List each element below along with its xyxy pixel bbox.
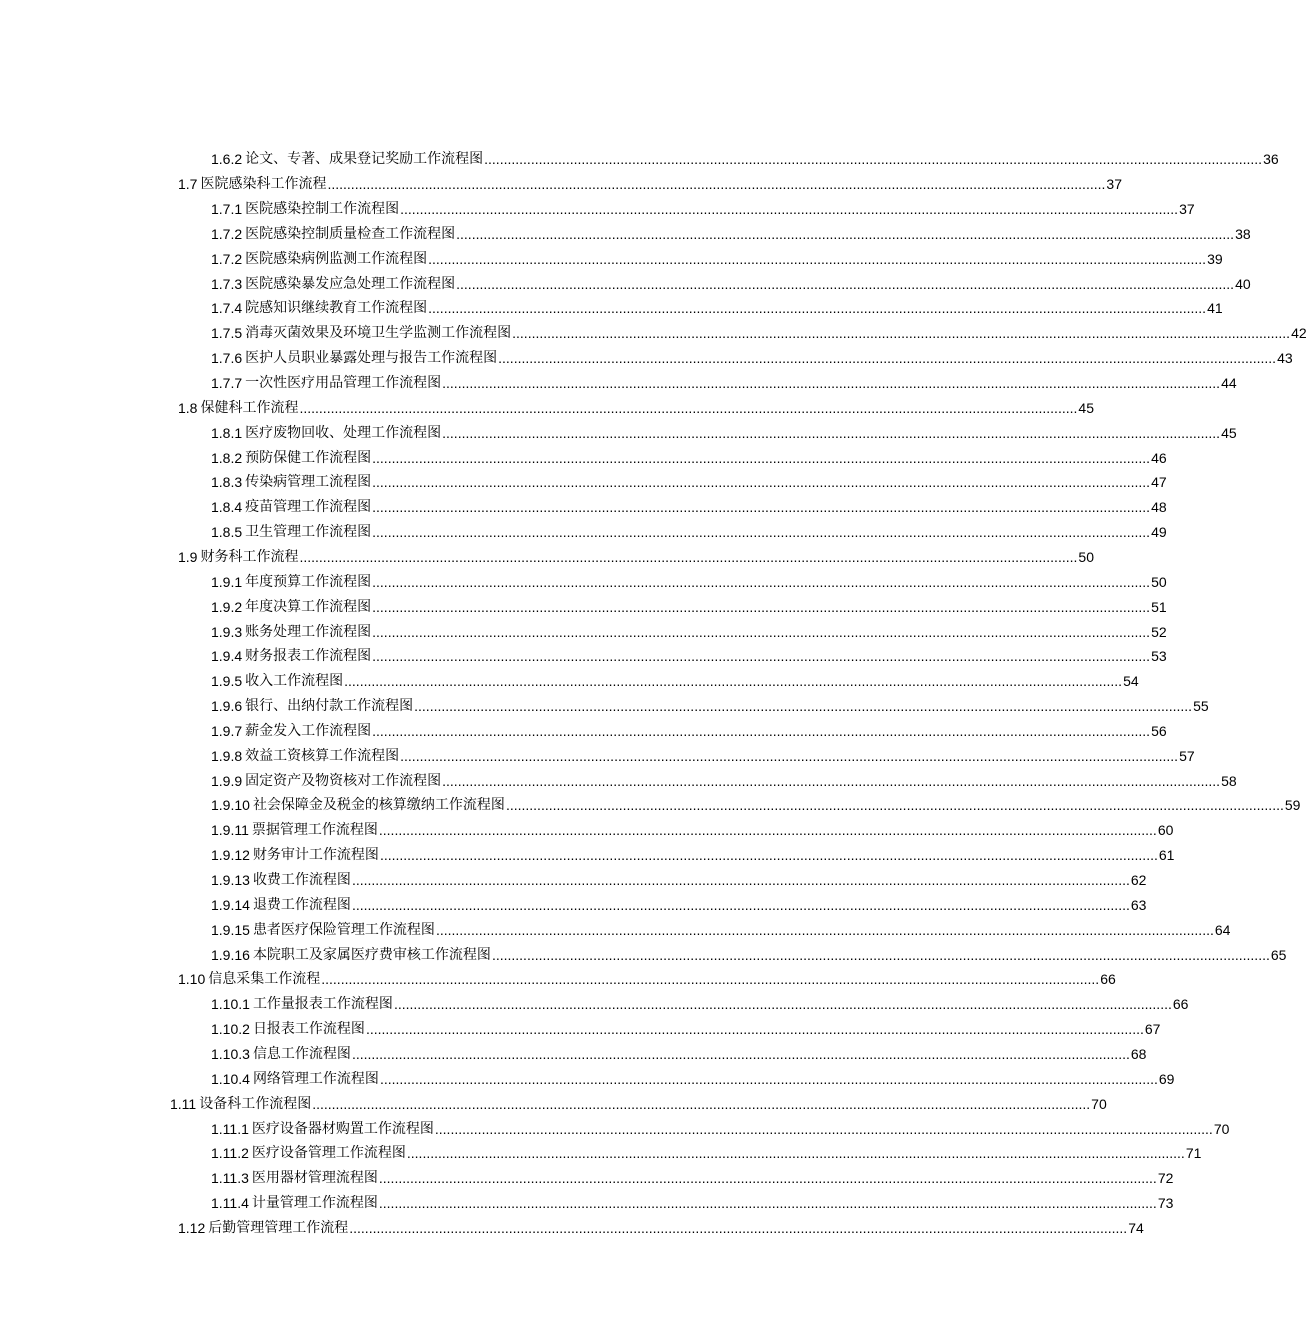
toc-entry-title: 预防保健工作流程图 [245,449,372,466]
toc-entry[interactable] [211,445,1167,470]
dot-leader: ........................................................................................................................................................................................................ [312,1095,1091,1112]
toc-entry-title: 社会保障金及税金的核算缴纳工作流程图 [252,797,505,814]
toc-entry-title: 效益工资核算工作流程图 [245,747,400,764]
toc-entry[interactable] [211,594,1167,619]
toc-entry[interactable] [178,1216,1144,1241]
toc-entry-number: 1.9.4 [211,648,243,665]
dot-leader: ........................................................................................................................................................................................................ [372,573,1151,590]
dot-leader: ........................................................................................................................................................................................................ [491,946,1270,963]
toc-entry[interactable] [211,321,1307,346]
toc-entry-number: 1.9.6 [211,698,243,715]
toc-entry-number: 1.7.6 [211,350,243,367]
toc-entry[interactable] [211,743,1195,768]
toc-entry-title: 患者医疗保险管理工作流程图 [252,921,435,938]
dot-leader: ........................................................................................................................................................................................................ [372,499,1151,516]
toc-entry-title: 疫苗管理工作流程图 [245,499,372,516]
toc-entry[interactable] [211,147,1279,172]
toc-entry-page-number: 51 [1151,598,1167,615]
toc-entry-title: 票据管理工作流程图 [251,822,378,839]
dot-leader: ........................................................................................................................................................................................................ [321,971,1100,988]
dot-leader: ........................................................................................................................................................................................................ [379,847,1158,864]
toc-entry-title: 银行、出纳付款工作流程图 [245,698,414,715]
toc-entry-title: 论文、专著、成果登记奖励工作流程图 [245,151,484,168]
toc-entry[interactable] [211,222,1251,247]
toc-entry-number: 1.9.7 [211,722,243,739]
toc-entry-number: 1.7.2 [211,250,243,267]
dot-leader: ........................................................................................................................................................................................................ [400,747,1179,764]
toc-entry[interactable] [211,893,1147,918]
toc-entry-title: 保健科工作流程 [200,399,299,416]
dot-leader: ........................................................................................................................................................................................................ [372,722,1151,739]
toc-entry-page-number: 40 [1235,275,1251,292]
toc-entry[interactable] [211,1017,1161,1042]
toc-entry-page-number: 57 [1179,747,1195,764]
toc-entry[interactable] [211,868,1147,893]
toc-entry[interactable] [211,992,1189,1017]
toc-entry-title: 财务报表工作流程图 [245,648,372,665]
toc-entry[interactable] [211,818,1174,843]
toc-entry[interactable] [211,470,1167,495]
toc-entry-page-number: 39 [1207,250,1223,267]
toc-entry-number: 1.9.13 [211,872,250,889]
toc-entry-page-number: 65 [1270,946,1287,963]
toc-entry-title: 固定资产及物资核对工作流程图 [245,772,442,789]
toc-entry-title: 财务审计工作流程图 [252,847,379,864]
dot-leader: ........................................................................................................................................................................................................ [379,1070,1158,1087]
dot-leader: ........................................................................................................................................................................................................ [442,772,1221,789]
toc-entry-number: 1.7.5 [211,325,243,342]
dot-leader: ........................................................................................................................................................................................................ [456,275,1235,292]
dot-leader: ........................................................................................................................................................................................................ [505,797,1284,814]
toc-entry-number: 1.6.2 [211,151,243,168]
toc-entry-title: 信息采集工作流程 [208,971,321,988]
toc-entry-number: 1.9.14 [211,896,250,913]
toc-entry-number: 1.10 [178,971,206,988]
toc-entry-number: 1.9.10 [211,797,250,814]
toc-entry-page-number: 64 [1214,921,1231,938]
toc-entry-number: 1.9.3 [211,623,243,640]
toc-entry[interactable] [211,420,1237,445]
toc-entry[interactable] [178,396,1094,421]
dot-leader: ........................................................................................................................................................................................................ [349,1219,1128,1236]
toc-entry-number: 1.7.2 [211,225,243,242]
toc-entry-number: 1.9.9 [211,772,243,789]
dot-leader: ........................................................................................................................................................................................................ [400,201,1179,218]
toc-entry[interactable] [211,495,1167,520]
dot-leader: ........................................................................................................................................................................................................ [372,449,1151,466]
toc-entry-title: 年度决算工作流程图 [245,598,372,615]
toc-entry-number: 1.10.4 [211,1070,250,1087]
toc-entry-page-number: 69 [1158,1070,1175,1087]
dot-leader: ........................................................................................................................................................................................................ [456,225,1235,242]
toc-entry-page-number: 36 [1263,151,1279,168]
toc-entry-title: 卫生管理工作流程图 [245,524,372,541]
toc-entry[interactable] [211,719,1167,744]
toc-entry-number: 1.9.16 [211,946,250,963]
dot-leader: ........................................................................................................................................................................................................ [365,1021,1144,1038]
toc-entry[interactable] [211,296,1223,321]
toc-entry-number: 1.9.2 [211,598,243,615]
toc-entry-title: 消毒灭菌效果及环境卫生学监测工作流程图 [245,325,512,342]
toc-entry-page-number: 59 [1284,797,1301,814]
toc-entry-title: 信息工作流程图 [252,1045,351,1062]
toc-entry-number: 1.10.2 [211,1021,250,1038]
toc-entry-page-number: 37 [1106,176,1122,193]
toc-entry-title: 医疗设备管理工作流程图 [251,1145,406,1162]
dot-leader: ........................................................................................................................................................................................................ [372,623,1151,640]
toc-entry[interactable] [211,942,1287,967]
toc-entry-number: 1.11.4 [211,1195,249,1212]
toc-entry[interactable] [211,520,1167,545]
toc-entry[interactable] [211,694,1209,719]
toc-entry[interactable] [170,1091,1107,1116]
toc-entry-page-number: 62 [1130,872,1147,889]
toc-entry-page-number: 50 [1151,573,1167,590]
toc-entry[interactable] [178,172,1122,197]
toc-entry-page-number: 48 [1151,499,1167,516]
dot-leader: ........................................................................................................................................................................................................ [393,996,1172,1013]
toc-entry[interactable] [178,545,1094,570]
toc-entry-page-number: 70 [1213,1120,1230,1137]
toc-entry-title: 医用器材管理流程图 [251,1170,378,1187]
toc-entry[interactable] [211,1166,1174,1191]
toc-entry-number: 1.8.3 [211,474,243,491]
toc-entry-title: 一次性医疗用品管理工作流程图 [245,375,442,392]
toc-entry[interactable] [178,967,1116,992]
toc-entry-title: 网络管理工作流程图 [252,1070,379,1087]
toc-entry-number: 1.9 [178,548,198,565]
toc-entry[interactable] [211,644,1167,669]
dot-leader: ........................................................................................................................................................................................................ [378,1170,1157,1187]
toc-entry[interactable] [211,917,1231,942]
toc-entry-title: 后勤管理管理工作流程 [208,1219,349,1236]
toc-entry[interactable] [211,371,1237,396]
toc-entry-page-number: 68 [1130,1045,1147,1062]
toc-entry-title: 薪金发入工作流程图 [245,722,372,739]
dot-leader: ........................................................................................................................................................................................................ [512,325,1291,342]
toc-entry[interactable] [211,793,1301,818]
toc-entry-number: 1.8.5 [211,524,243,541]
toc-entry-title: 医院感染控制质量检查工作流程图 [245,225,456,242]
toc-entry-title: 院感知识继续教育工作流程图 [245,300,428,317]
toc-entry-title: 医护人员职业暴露处理与报告工作流程图 [245,350,498,367]
toc-entry-title: 工作量报表工作流程图 [252,996,393,1013]
toc-entry-title: 医疗设备器材购置工作流程图 [251,1120,434,1137]
toc-entry-page-number: 70 [1091,1095,1107,1112]
toc-entry-title: 设备科工作流程图 [199,1095,312,1112]
toc-entry-title: 日报表工作流程图 [252,1021,365,1038]
toc-entry-number: 1.11.3 [211,1170,249,1187]
toc-entry[interactable] [211,569,1167,594]
dot-leader: ........................................................................................................................................................................................................ [484,151,1263,168]
toc-entry[interactable] [211,669,1139,694]
toc-entry-number: 1.7.3 [211,275,243,292]
dot-leader: ........................................................................................................................................................................................................ [435,921,1214,938]
toc-entry-page-number: 49 [1151,524,1167,541]
toc-entry[interactable] [211,346,1293,371]
toc-entry-number: 1.9.1 [211,573,243,590]
dot-leader: ........................................................................................................................................................................................................ [442,375,1221,392]
dot-leader: ........................................................................................................................................................................................................ [406,1145,1185,1162]
toc-entry-number: 1.9.11 [211,822,249,839]
toc-entry-page-number: 45 [1221,424,1237,441]
toc-entry-title: 医院感染控制工作流程图 [245,201,400,218]
dot-leader: ........................................................................................................................................................................................................ [372,524,1151,541]
toc-entry-page-number: 58 [1221,772,1237,789]
toc-entry-number: 1.10.3 [211,1045,250,1062]
toc-entry-page-number: 45 [1078,399,1094,416]
toc-entry-title: 传染病管理工流程图 [245,474,372,491]
dot-leader: ........................................................................................................................................................................................................ [299,548,1078,565]
toc-entry[interactable] [211,768,1237,793]
toc-entry[interactable] [211,197,1195,222]
toc-entry-number: 1.12 [178,1219,206,1236]
toc-entry[interactable] [211,1141,1202,1166]
dot-leader: ........................................................................................................................................................................................................ [299,399,1078,416]
toc-entry-page-number: 66 [1100,971,1116,988]
toc-entry-page-number: 67 [1144,1021,1161,1038]
toc-entry-number: 1.9.12 [211,847,250,864]
toc-entry-title: 财务科工作流程 [200,548,299,565]
dot-leader: ........................................................................................................................................................................................................ [498,350,1277,367]
toc-entry-page-number: 46 [1151,449,1167,466]
toc-entry-number: 1.7.4 [211,300,243,317]
toc-entry[interactable] [211,246,1223,271]
toc-entry[interactable] [211,271,1251,296]
toc-entry[interactable] [211,843,1175,868]
toc-entry-title: 账务处理工作流程图 [245,623,372,640]
dot-leader: ........................................................................................................................................................................................................ [351,872,1130,889]
toc-entry-title: 收入工作流程图 [245,673,344,690]
toc-entry-page-number: 37 [1179,201,1195,218]
toc-entry-number: 1.7.7 [211,375,243,392]
toc-entry-number: 1.8.4 [211,499,243,516]
toc-entry-page-number: 47 [1151,474,1167,491]
toc-entry-page-number: 74 [1128,1219,1144,1236]
dot-leader: ........................................................................................................................................................................................................ [327,176,1106,193]
toc-entry-page-number: 66 [1172,996,1189,1013]
dot-leader: ........................................................................................................................................................................................................ [414,698,1193,715]
toc-entry-page-number: 38 [1235,225,1251,242]
toc-entry-title: 年度预算工作流程图 [245,573,372,590]
toc-entry[interactable] [211,1191,1174,1216]
toc-entry-page-number: 61 [1158,847,1175,864]
dot-leader: ........................................................................................................................................................................................................ [428,300,1207,317]
dot-leader: ........................................................................................................................................................................................................ [378,1195,1157,1212]
toc-entry-page-number: 60 [1157,822,1174,839]
toc-entry-title: 医疗废物回收、处理工作流程图 [245,424,442,441]
toc-entry[interactable] [211,1066,1175,1091]
toc-entry-title: 本院职工及家属医疗费审核工作流程图 [252,946,491,963]
toc-entry-page-number: 71 [1185,1145,1202,1162]
dot-leader: ........................................................................................................................................................................................................ [434,1120,1213,1137]
toc-entry-number: 1.8.2 [211,449,243,466]
toc-entry[interactable] [211,619,1167,644]
dot-leader: ........................................................................................................................................................................................................ [372,474,1151,491]
toc-entry-page-number: 42 [1291,325,1307,342]
toc-entry-number: 1.9.15 [211,921,250,938]
toc-entry-page-number: 52 [1151,623,1167,640]
dot-leader: ........................................................................................................................................................................................................ [428,250,1207,267]
dot-leader: ........................................................................................................................................................................................................ [372,648,1151,665]
toc-entry-title: 医院感染病例监测工作流程图 [245,250,428,267]
toc-entry-number: 1.11 [170,1095,197,1112]
toc-entry-page-number: 54 [1123,673,1139,690]
toc-entry-number: 1.9.5 [211,673,243,690]
toc-entry-title: 收费工作流程图 [252,872,351,889]
dot-leader: ........................................................................................................................................................................................................ [351,896,1130,913]
toc-entry-number: 1.10.1 [211,996,250,1013]
toc-entry-page-number: 56 [1151,722,1167,739]
toc-entry-number: 1.8 [178,399,198,416]
toc-entry-number: 1.11.1 [211,1120,249,1137]
toc-entry-number: 1.7.1 [211,201,243,218]
toc-entry[interactable] [211,1042,1147,1067]
toc-entry-title: 计量管理工作流程图 [251,1195,378,1212]
toc-entry[interactable] [211,1116,1230,1141]
toc-entry-number: 1.9.8 [211,747,243,764]
toc-entry-title: 医院感染暴发应急处理工作流程图 [245,275,456,292]
dot-leader: ........................................................................................................................................................................................................ [442,424,1221,441]
toc-entry-page-number: 41 [1207,300,1223,317]
toc-entry-page-number: 50 [1078,548,1094,565]
toc-entry-page-number: 72 [1157,1170,1174,1187]
dot-leader: ........................................................................................................................................................................................................ [344,673,1123,690]
toc-entry-title: 医院感染科工作流程 [200,176,327,193]
toc-entry-page-number: 43 [1277,350,1293,367]
toc-entry-page-number: 73 [1157,1195,1174,1212]
toc-entry-number: 1.8.1 [211,424,243,441]
dot-leader: ........................................................................................................................................................................................................ [378,822,1157,839]
toc-entry-page-number: 63 [1130,896,1147,913]
toc-entry-page-number: 44 [1221,375,1237,392]
toc-entry-title: 退费工作流程图 [252,896,351,913]
toc-entry-page-number: 53 [1151,648,1167,665]
toc-entry-number: 1.7 [178,176,198,193]
dot-leader: ........................................................................................................................................................................................................ [372,598,1151,615]
toc-entry-number: 1.11.2 [211,1145,249,1162]
toc-entry-page-number: 55 [1193,698,1209,715]
dot-leader: ........................................................................................................................................................................................................ [351,1045,1130,1062]
